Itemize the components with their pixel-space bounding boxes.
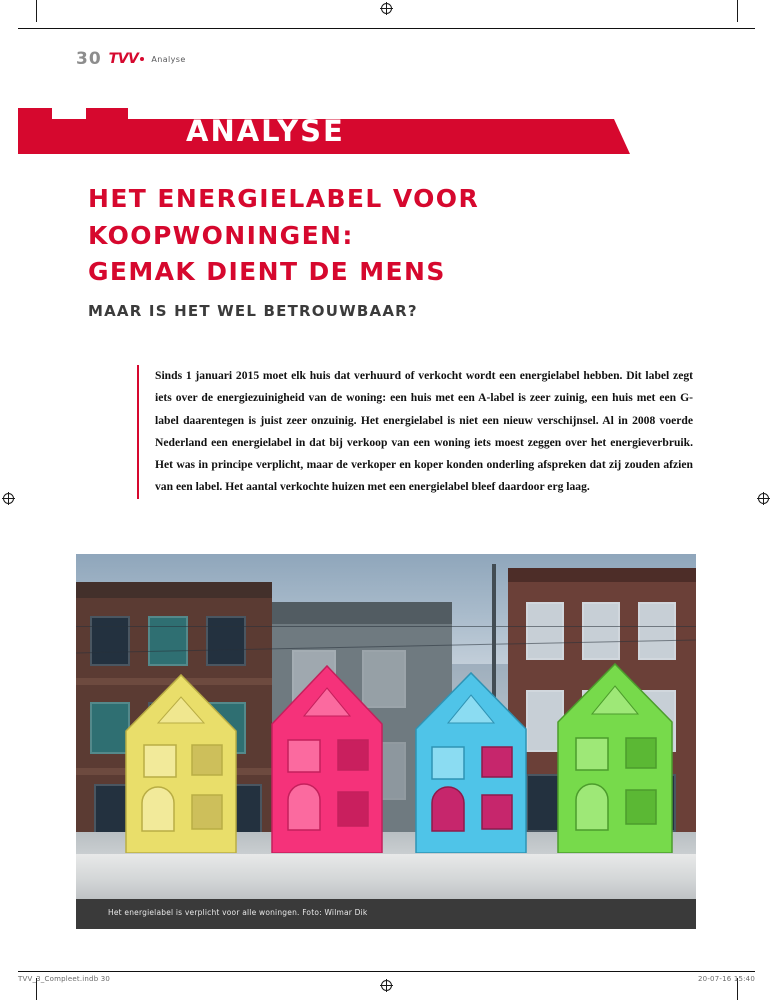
headline-line-2: KOOPWONINGEN: <box>88 220 354 250</box>
registration-mark-right <box>757 492 770 505</box>
article-photo <box>76 554 696 929</box>
footer-timestamp: 20-07-16 15:40 <box>698 975 755 983</box>
paper-house-pink <box>264 648 390 853</box>
running-head-label: Analyse <box>151 54 186 64</box>
magazine-page <box>18 28 755 972</box>
registration-mark-top <box>380 2 393 15</box>
paper-house-blue-shape <box>408 653 534 853</box>
running-head <box>76 49 186 69</box>
lead-paragraph: Sinds 1 januari 2015 moet elk huis dat verhuurd of verkocht wordt een energielabel hebben. Dit label zegt iets over de energiezuinigheid van de woning: een huis met een A-label is zeer zuinig, een huis met een G-label daarentegen is juist zeer onzuinig. Het energielabel is niet een nieuw verschijnsel. Al in 2008 voerde Nederland een energielabel in dat bij verkoop van een woning iets moest zeggen over het energieverbruik. Het was in principe verplicht, maar de verkoper en koper konden onderling afspreken dat zij zouden afzien van een label. Het aantal verkochte huizen met een energielabel bleef daardoor erg laag. <box>137 365 693 499</box>
registration-mark-left <box>2 492 15 505</box>
page-number: 30 <box>76 49 102 69</box>
section-banner-shape <box>18 108 755 154</box>
tvv-logo-dot <box>140 57 144 61</box>
paper-house-green <box>550 648 680 853</box>
paper-house-yellow <box>118 653 244 853</box>
photo-caption-bar <box>76 899 696 929</box>
headline-line-3: GEMAK DIENT DE MENS <box>88 257 446 286</box>
tvv-logo-text: TVV <box>108 51 139 67</box>
crop-mark-top-left <box>36 0 37 22</box>
footer-filename: TVV_3_Compleet.indb 30 <box>18 975 111 983</box>
print-footer <box>0 975 773 1000</box>
paper-house-yellow-shape <box>118 653 244 853</box>
section-banner-title: ANALYSE <box>186 114 345 148</box>
photo-building-right-cornice <box>508 568 696 582</box>
photo-window-sill <box>76 854 696 899</box>
paper-house-green-shape <box>550 648 680 853</box>
paper-house-blue <box>408 653 534 853</box>
section-banner <box>18 108 755 154</box>
photo-building-left-roof <box>76 582 272 598</box>
crop-mark-top-right <box>737 0 738 22</box>
paper-house-pink-shape <box>264 648 390 853</box>
tvv-logo <box>109 52 145 66</box>
photo-image <box>76 554 696 899</box>
headline-line-1: HET ENERGIELABEL VOOR <box>88 184 480 213</box>
photo-building-center-top <box>272 602 452 624</box>
photo-overhead-wire-1 <box>76 626 696 627</box>
page-subtitle: MAAR IS HET WEL BETROUWBAAR? <box>88 302 418 320</box>
photo-caption: Het energielabel is verplicht voor alle woningen. Foto: Wilmar Dik <box>108 908 368 917</box>
page-title <box>88 181 688 291</box>
